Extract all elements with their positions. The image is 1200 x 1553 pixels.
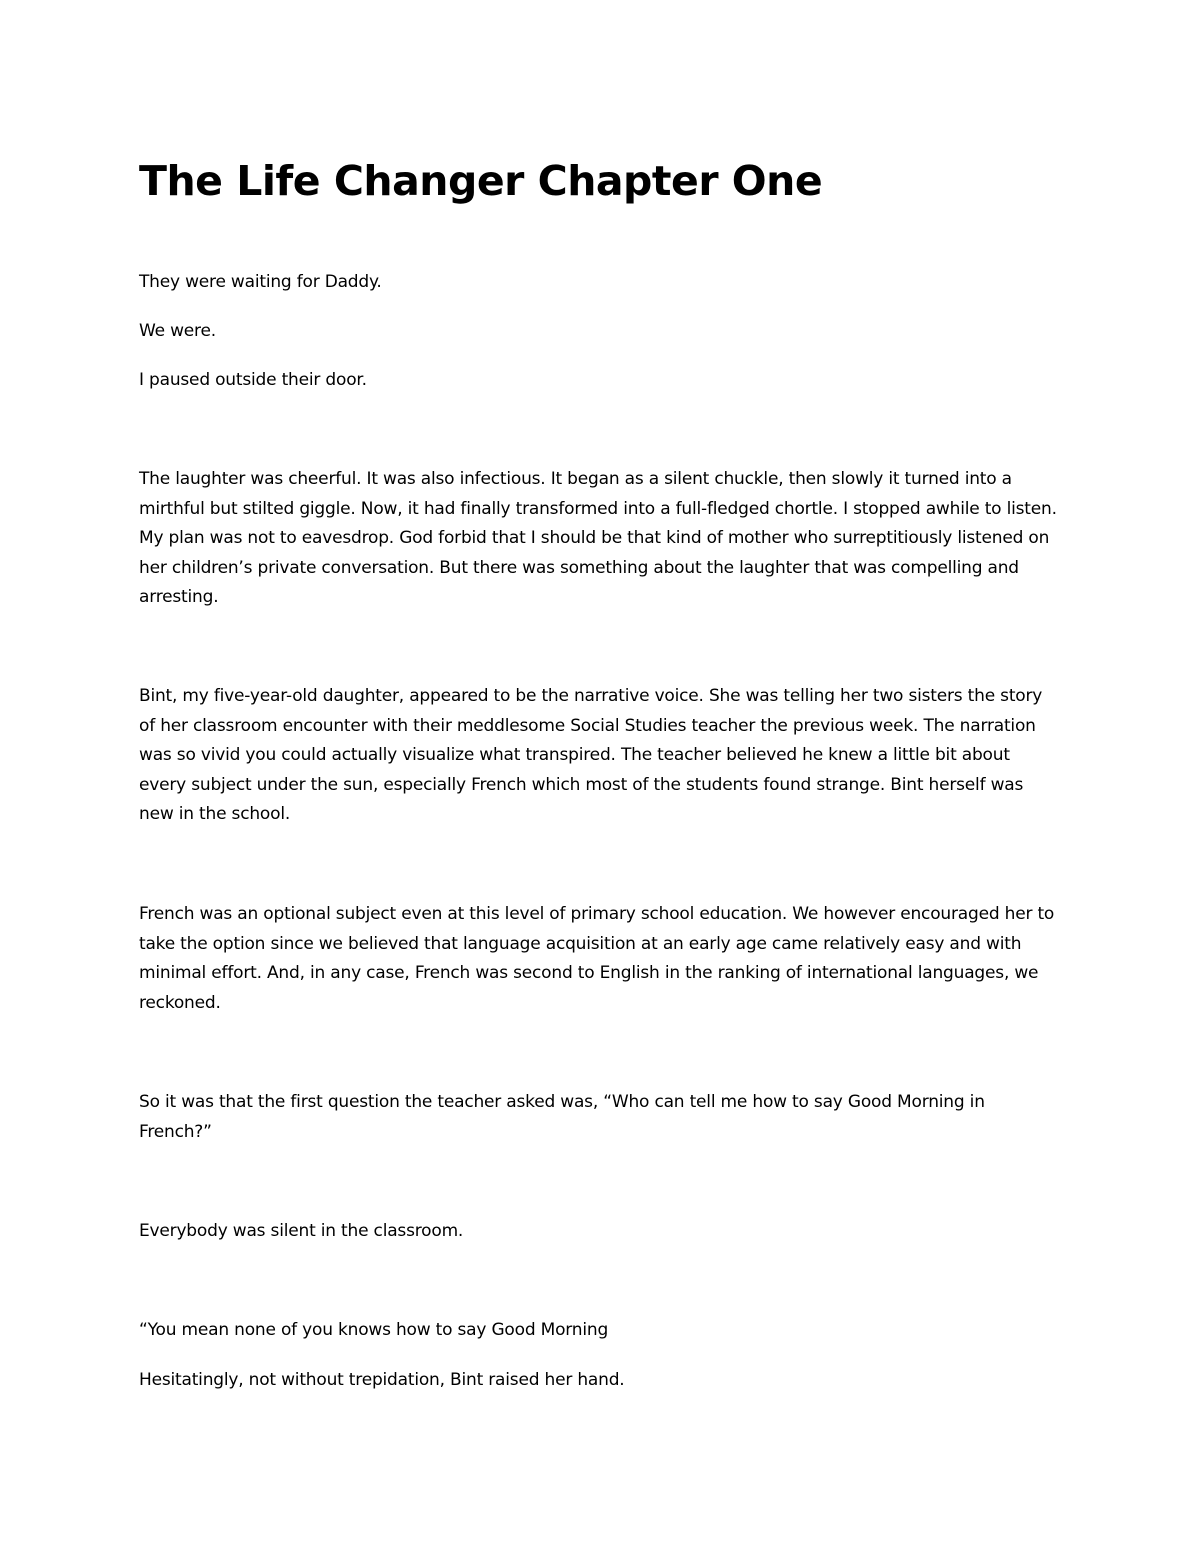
paragraph-laughter: The laughter was cheerful. It was also infectious. It began as a silent chuckle, then slowly it turned into a mirthful but stilted giggle. Now, it had finally transformed into a full-fledged chortle. I stopped awhile to listen. My plan was not to eavesdrop. God forbid that I should be that kind of mother who surreptitiously listened on her children’s private conversation. But there was something about the laughter that was compelling and arresting. bbox=[139, 469, 1057, 607]
paragraph-we-were: We were. bbox=[139, 321, 216, 341]
paragraph-bint-narrative: Bint, my five-year-old daughter, appeared to be the narrative voice. She was telling her two sisters the story of her classroom encounter with their meddlesome Social Studies teacher the previous week. The narration was so vivid you could actually visualize what transpired. The teacher believed he knew a little bit about every subject under the sun, especially French which most of the students found strange. Bint herself was new in the school. bbox=[139, 686, 1043, 824]
paragraph-first-question: So it was that the first question the teacher asked was, “Who can tell me how to say Good Morning in French?” bbox=[139, 1092, 985, 1142]
paragraph-bint-raised-hand: Hesitatingly, not without trepidation, Bint raised her hand. bbox=[139, 1370, 625, 1390]
paragraph-silent-classroom: Everybody was silent in the classroom. bbox=[139, 1221, 464, 1241]
paragraph-french-optional: French was an optional subject even at this level of primary school education. We however encouraged her to take the option since we believed that language acquisition at an early age came relatively easy and with minimal effort. And, in any case, French was second to English in the ranking of international languages, we reckoned. bbox=[139, 904, 1055, 1013]
paragraph-paused-outside: I paused outside their door. bbox=[139, 370, 367, 390]
paragraph-none-of-you: “You mean none of you knows how to say Good Morning bbox=[139, 1320, 609, 1340]
paragraph-waiting-for-daddy: They were waiting for Daddy. bbox=[139, 272, 382, 292]
document-title: The Life Changer Chapter One bbox=[139, 157, 823, 205]
